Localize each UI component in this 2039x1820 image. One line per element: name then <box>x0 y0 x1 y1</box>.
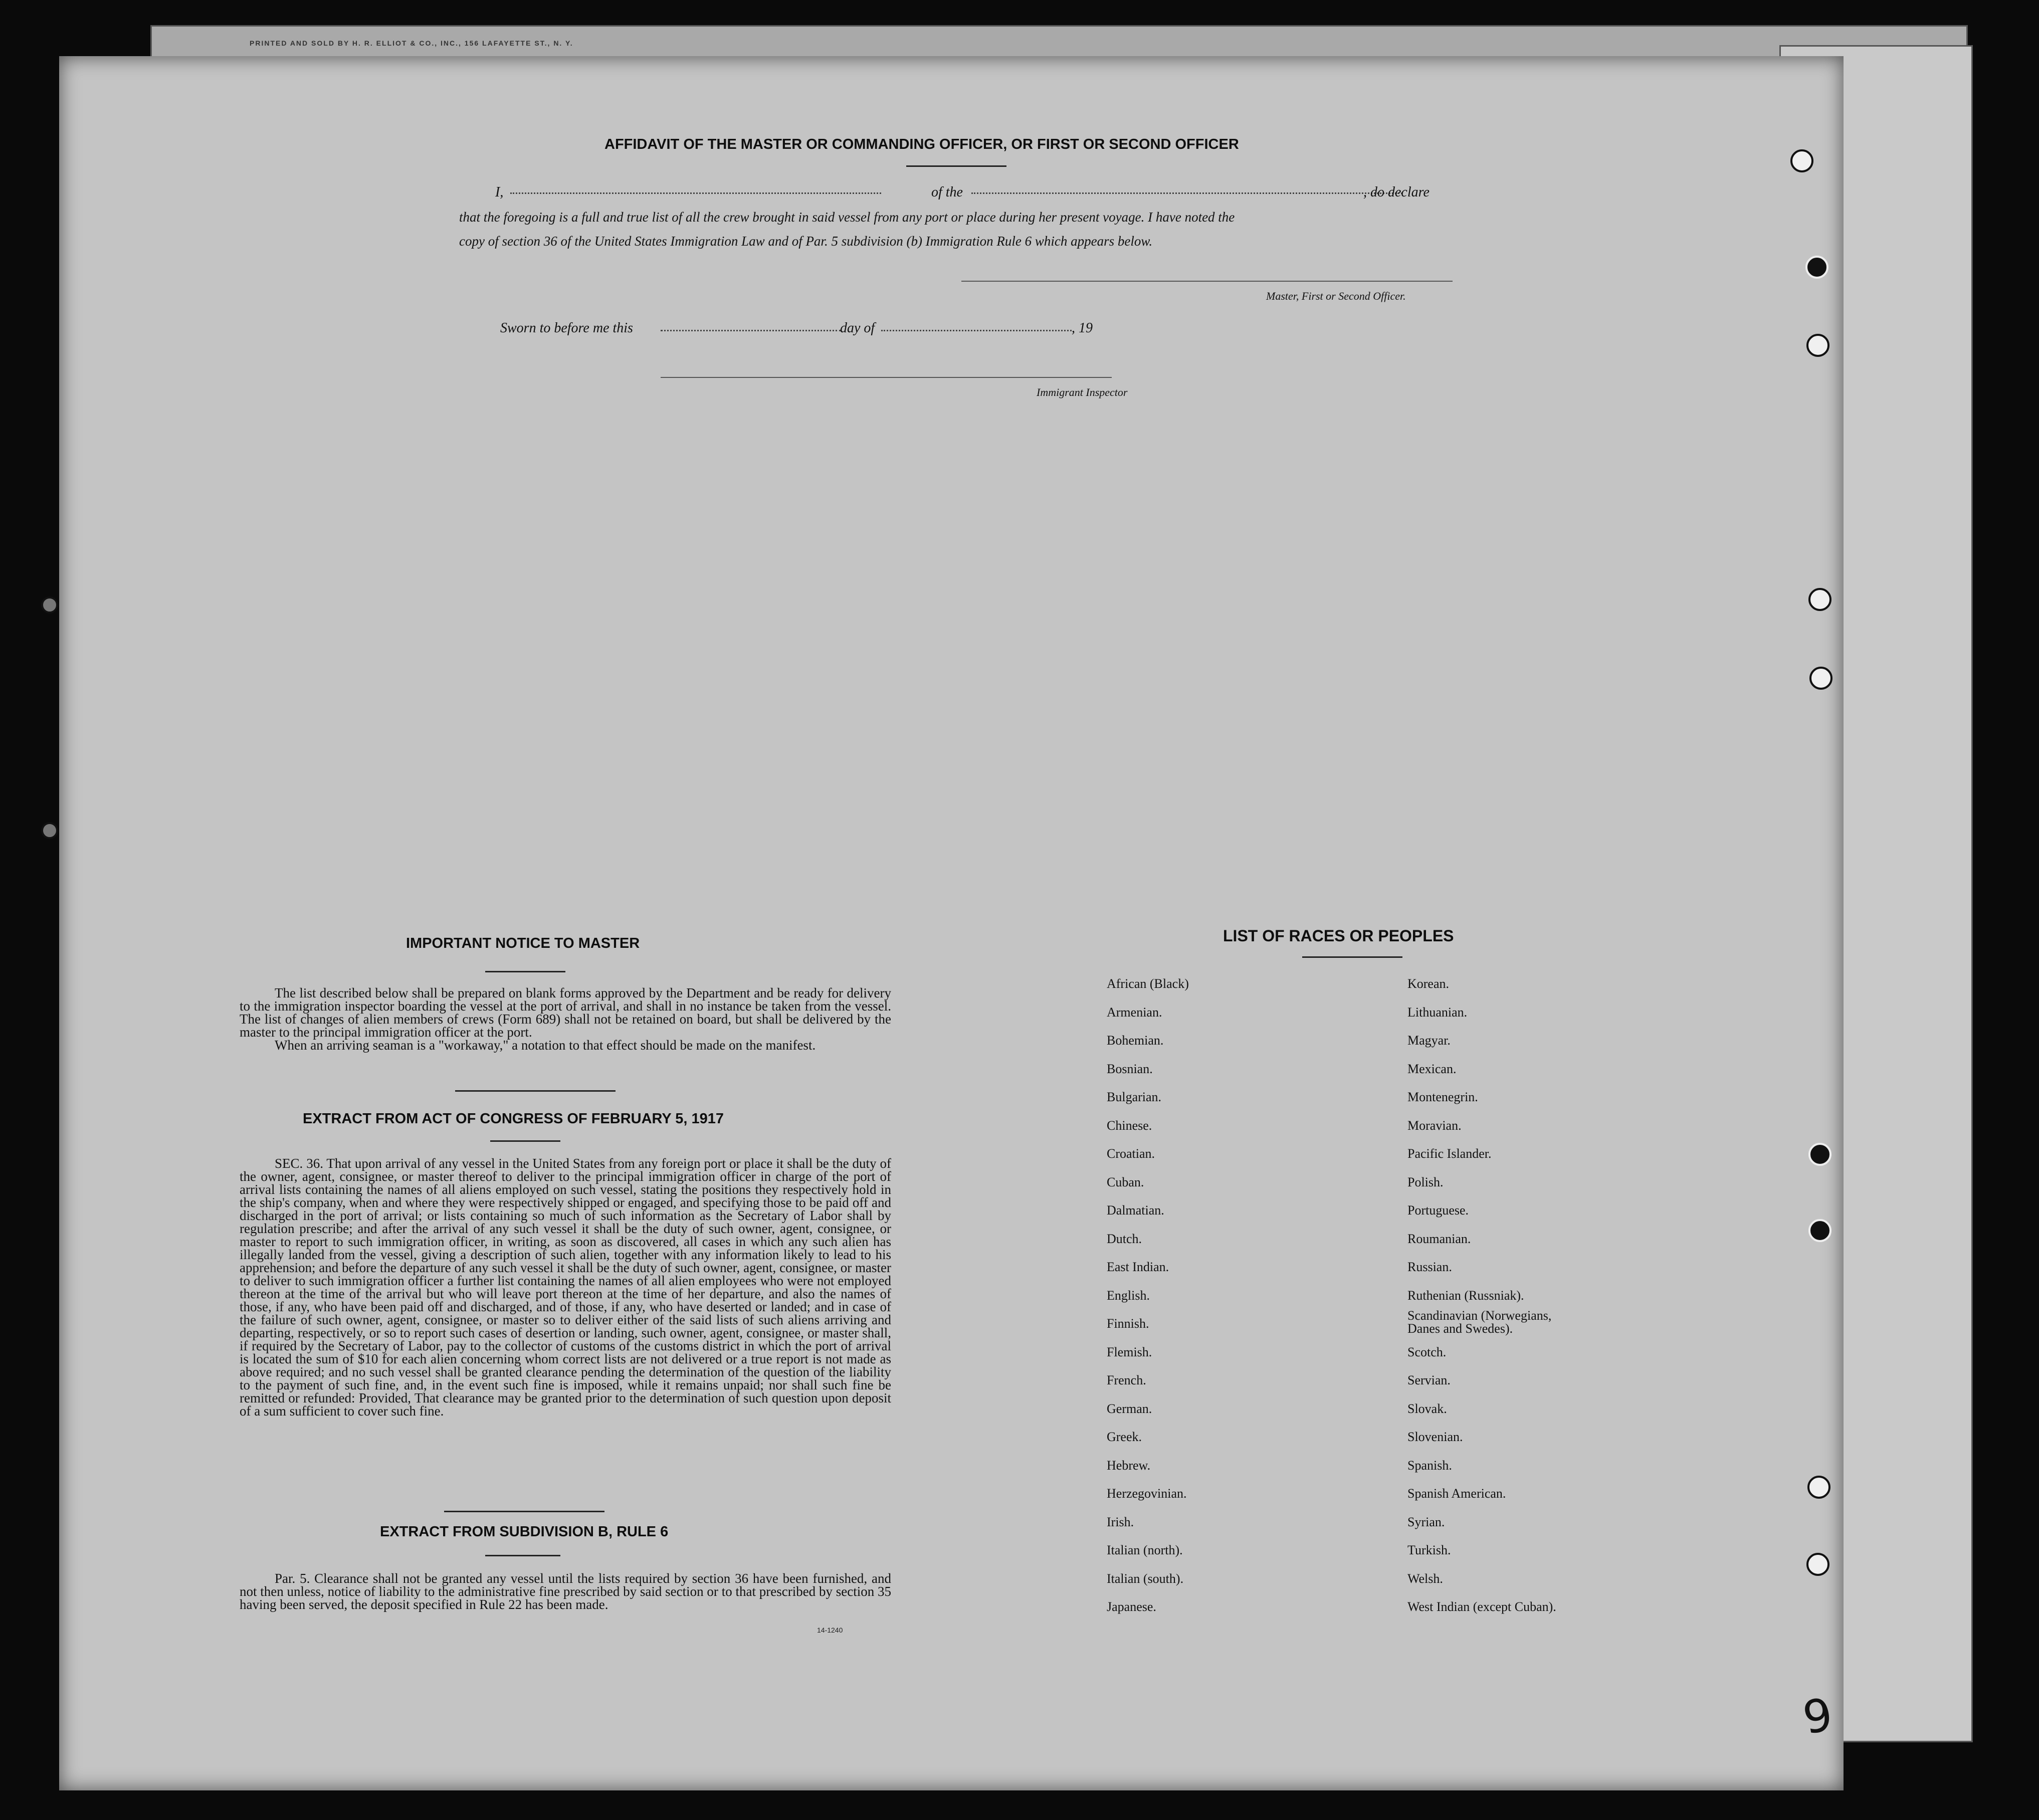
binder-hole <box>1806 1553 1829 1576</box>
binder-hole <box>1807 1476 1830 1499</box>
race-item: Irish. <box>1107 1514 1134 1529</box>
race-item: Dutch. <box>1107 1231 1142 1246</box>
race-item: Finnish. <box>1107 1316 1149 1331</box>
races-title-rule <box>1302 956 1402 958</box>
race-item: Turkish. <box>1407 1543 1451 1557</box>
race-item: Roumanian. <box>1407 1231 1471 1246</box>
race-item: Lithuanian. <box>1407 1004 1468 1020</box>
race-item: Montenegrin. <box>1407 1090 1478 1104</box>
binder-hole <box>1806 334 1829 357</box>
race-item: Portuguese. <box>1407 1203 1469 1218</box>
printer-imprint: PRINTED AND SOLD BY H. R. ELLIOT & CO., INC., 156 LAFAYETTE ST., N. Y. <box>250 39 573 47</box>
race-item: French. <box>1107 1373 1146 1387</box>
form-sheet <box>59 39 1844 1790</box>
left-edge-hole <box>41 596 58 614</box>
race-item: Italian (north). <box>1107 1543 1183 1557</box>
race-item: Russian. <box>1407 1260 1452 1274</box>
binder-hole <box>1809 667 1832 690</box>
race-item: Welsh. <box>1407 1571 1443 1586</box>
race-item: Mexican. <box>1407 1061 1457 1076</box>
act-title-rule <box>490 1140 560 1142</box>
sworn-date-line[interactable] <box>661 330 841 331</box>
affidavit-i: I, <box>495 184 504 200</box>
race-item: Scotch. <box>1407 1344 1447 1359</box>
inspector-label: Immigrant Inspector <box>1037 386 1128 398</box>
binder-hole <box>1808 588 1831 611</box>
race-item: Cuban. <box>1107 1174 1144 1189</box>
race-item: English. <box>1107 1288 1150 1303</box>
binder-hole <box>1805 256 1828 279</box>
notice-para1: The list described below shall be prepared on blank forms approved by the Department and be ready for delivery to the immigration inspector boarding the vessel at the port of arrival, and shall in no instance be taken from the vessel. The list of changes of alien members of crews (Form 689) shall not be retained on board, but shall be delivered by the master to the principal immigration officer at the port. <box>240 985 891 1040</box>
race-item: West Indian (except Cuban). <box>1407 1599 1556 1614</box>
notice-title-rule <box>485 971 565 972</box>
rule-top-rule <box>444 1511 604 1512</box>
race-item: Greek. <box>1107 1430 1142 1444</box>
affidavit-of-the: of the <box>931 184 963 200</box>
affidavit-declare: , do declare <box>1363 184 1430 200</box>
race-item: Ruthenian (Russniak). <box>1407 1288 1524 1303</box>
affidavit-line2: that the foregoing is a full and true list of all the crew brought in said vessel from any port or place during her present voyage. I have noted the <box>459 210 1235 225</box>
affidavit-line3: copy of section 36 of the United States Immigration Law and of Par. 5 subdivision (b) Immigration Rule 6 which appears below. <box>459 234 1153 249</box>
race-item: Scandinavian (Norwegians, Danes and Swedes). <box>1407 1308 1552 1336</box>
rule-title-rule <box>485 1555 560 1556</box>
binder-hole <box>1808 1219 1831 1242</box>
race-item: Slovenian. <box>1407 1430 1463 1444</box>
race-item: Bulgarian. <box>1107 1090 1162 1104</box>
races-title: LIST OF RACES OR PEOPLES <box>1223 927 1454 945</box>
race-item: Bohemian. <box>1107 1033 1164 1048</box>
race-item: Italian (south). <box>1107 1571 1184 1586</box>
sworn-day: day of <box>840 320 875 336</box>
race-item: Herzegovinian. <box>1107 1486 1187 1501</box>
race-item: Chinese. <box>1107 1118 1152 1133</box>
race-item: African (Black) <box>1107 976 1189 991</box>
act-section-36: SEC. 36. That upon arrival of any vessel in the United States from any foreign port or place it shall be the duty of the owner, agent, consignee, or master thereof to deliver to the principal immigration officer in charge of the port of arrival lists containing the names of all aliens employed on such vessel, stating the positions they respectively hold in the ship's company, when and where they were respectively shipped or engaged, and specifying those to be paid off and discharged in the port of arrival; or lists containing so much of such information as the Secretary of Labor shall by regulation prescribe; and after the arrival of any such vessel it shall be the duty of such owner, agent, consignee, or master to report to such immigration officer, in writing, as soon as discovered, all cases in which any such alien has illegally landed from the vessel, giving a description of such alien, together with any information likely to lead to his apprehension; and before the departure of any such vessel it shall be the duty of such owner, agent, consignee, or master to deliver to such immigration officer a further list containing the names of all alien employees who were not employed thereon at the time of the arrival but who will leave port thereon at the time of her departure, and also the names of those, if any, who have been paid off and discharged, and of those, if any, who have deserted or landed; and in case of the failure of such owner, agent, consignee, or master so to deliver either of the said lists of such aliens arriving and departing, respectively, or so to report such cases of desertion or landing, such owner, agent, consignee, or master shall, if required by the Secretary of Labor, pay to the collector of customs of the customs district in which the port of arrival is located the sum of $10 for each alien concerning whom correct lists are not delivered or a true report is not made as above required; and no such vessel shall be granted clearance pending the determination of the question of the liability to the payment of such fine, and, in the event such fine is imposed, while it remains unpaid; nor shall such fine be remitted or refunded: Provided, That clearance may be granted prior to the determination of such question upon deposit of a sum sufficient to cover such fine. <box>240 1156 891 1419</box>
rule-par-5: Par. 5. Clearance shall not be granted any vessel until the lists required by section 36 have been furnished, and not then unless, notice of liability to the administrative fine prescribed by said section or to that prescribed by section 35 having been served, the deposit specified in Rule 22 has been made. <box>240 1571 891 1612</box>
race-item: Polish. <box>1407 1174 1444 1189</box>
rule-text <box>240 1572 891 1611</box>
sworn-year: , 19 <box>1072 320 1093 336</box>
race-item: East Indian. <box>1107 1260 1169 1274</box>
sworn-prefix: Sworn to before me this <box>500 320 633 336</box>
sworn-month-line[interactable] <box>881 330 1072 331</box>
notice-text <box>240 986 891 1052</box>
race-item: Dalmatian. <box>1107 1203 1164 1218</box>
act-title: EXTRACT FROM ACT OF CONGRESS OF FEBRUARY 5, 1917 <box>303 1111 724 1127</box>
race-item: Croatian. <box>1107 1146 1155 1161</box>
rule-title: EXTRACT FROM SUBDIVISION B, RULE 6 <box>380 1524 669 1540</box>
race-item: Bosnian. <box>1107 1061 1153 1076</box>
master-signature-line[interactable] <box>961 281 1453 282</box>
form-number: 14-1240 <box>817 1626 843 1634</box>
race-item: Spanish American. <box>1407 1486 1506 1501</box>
affidavit-name-line[interactable] <box>510 192 881 194</box>
binder-hole <box>1790 149 1813 172</box>
race-item: Pacific Islander. <box>1407 1146 1492 1161</box>
master-signature-label: Master, First or Second Officer. <box>1266 290 1406 302</box>
act-top-rule <box>455 1090 616 1092</box>
race-item: Servian. <box>1407 1373 1451 1387</box>
notice-title: IMPORTANT NOTICE TO MASTER <box>406 935 640 951</box>
race-item: Japanese. <box>1107 1599 1156 1614</box>
binder-hole <box>1808 1143 1831 1166</box>
race-item: Armenian. <box>1107 1004 1162 1020</box>
inspector-signature-line[interactable] <box>661 377 1112 378</box>
race-item: Moravian. <box>1407 1118 1462 1133</box>
affidavit-title-rule <box>906 165 1006 167</box>
race-item: German. <box>1107 1401 1152 1416</box>
race-item: Spanish. <box>1407 1458 1452 1473</box>
race-item: Magyar. <box>1407 1033 1451 1048</box>
race-item: Syrian. <box>1407 1514 1445 1529</box>
left-edge-hole <box>41 822 58 839</box>
notice-para2: When an arriving seaman is a "workaway," a notation to that effect should be made on the manifest. <box>275 1038 816 1053</box>
act-text <box>240 1157 891 1418</box>
affidavit-vessel-line[interactable] <box>971 192 1402 194</box>
race-item: Slovak. <box>1407 1401 1447 1416</box>
pencil-mark: 9 <box>1799 1688 1837 1745</box>
race-item: Hebrew. <box>1107 1458 1151 1473</box>
affidavit-title: AFFIDAVIT OF THE MASTER OR COMMANDING OFFICER, OR FIRST OR SECOND OFFICER <box>604 136 1239 152</box>
race-item: Korean. <box>1407 976 1450 991</box>
race-item: Flemish. <box>1107 1344 1152 1359</box>
